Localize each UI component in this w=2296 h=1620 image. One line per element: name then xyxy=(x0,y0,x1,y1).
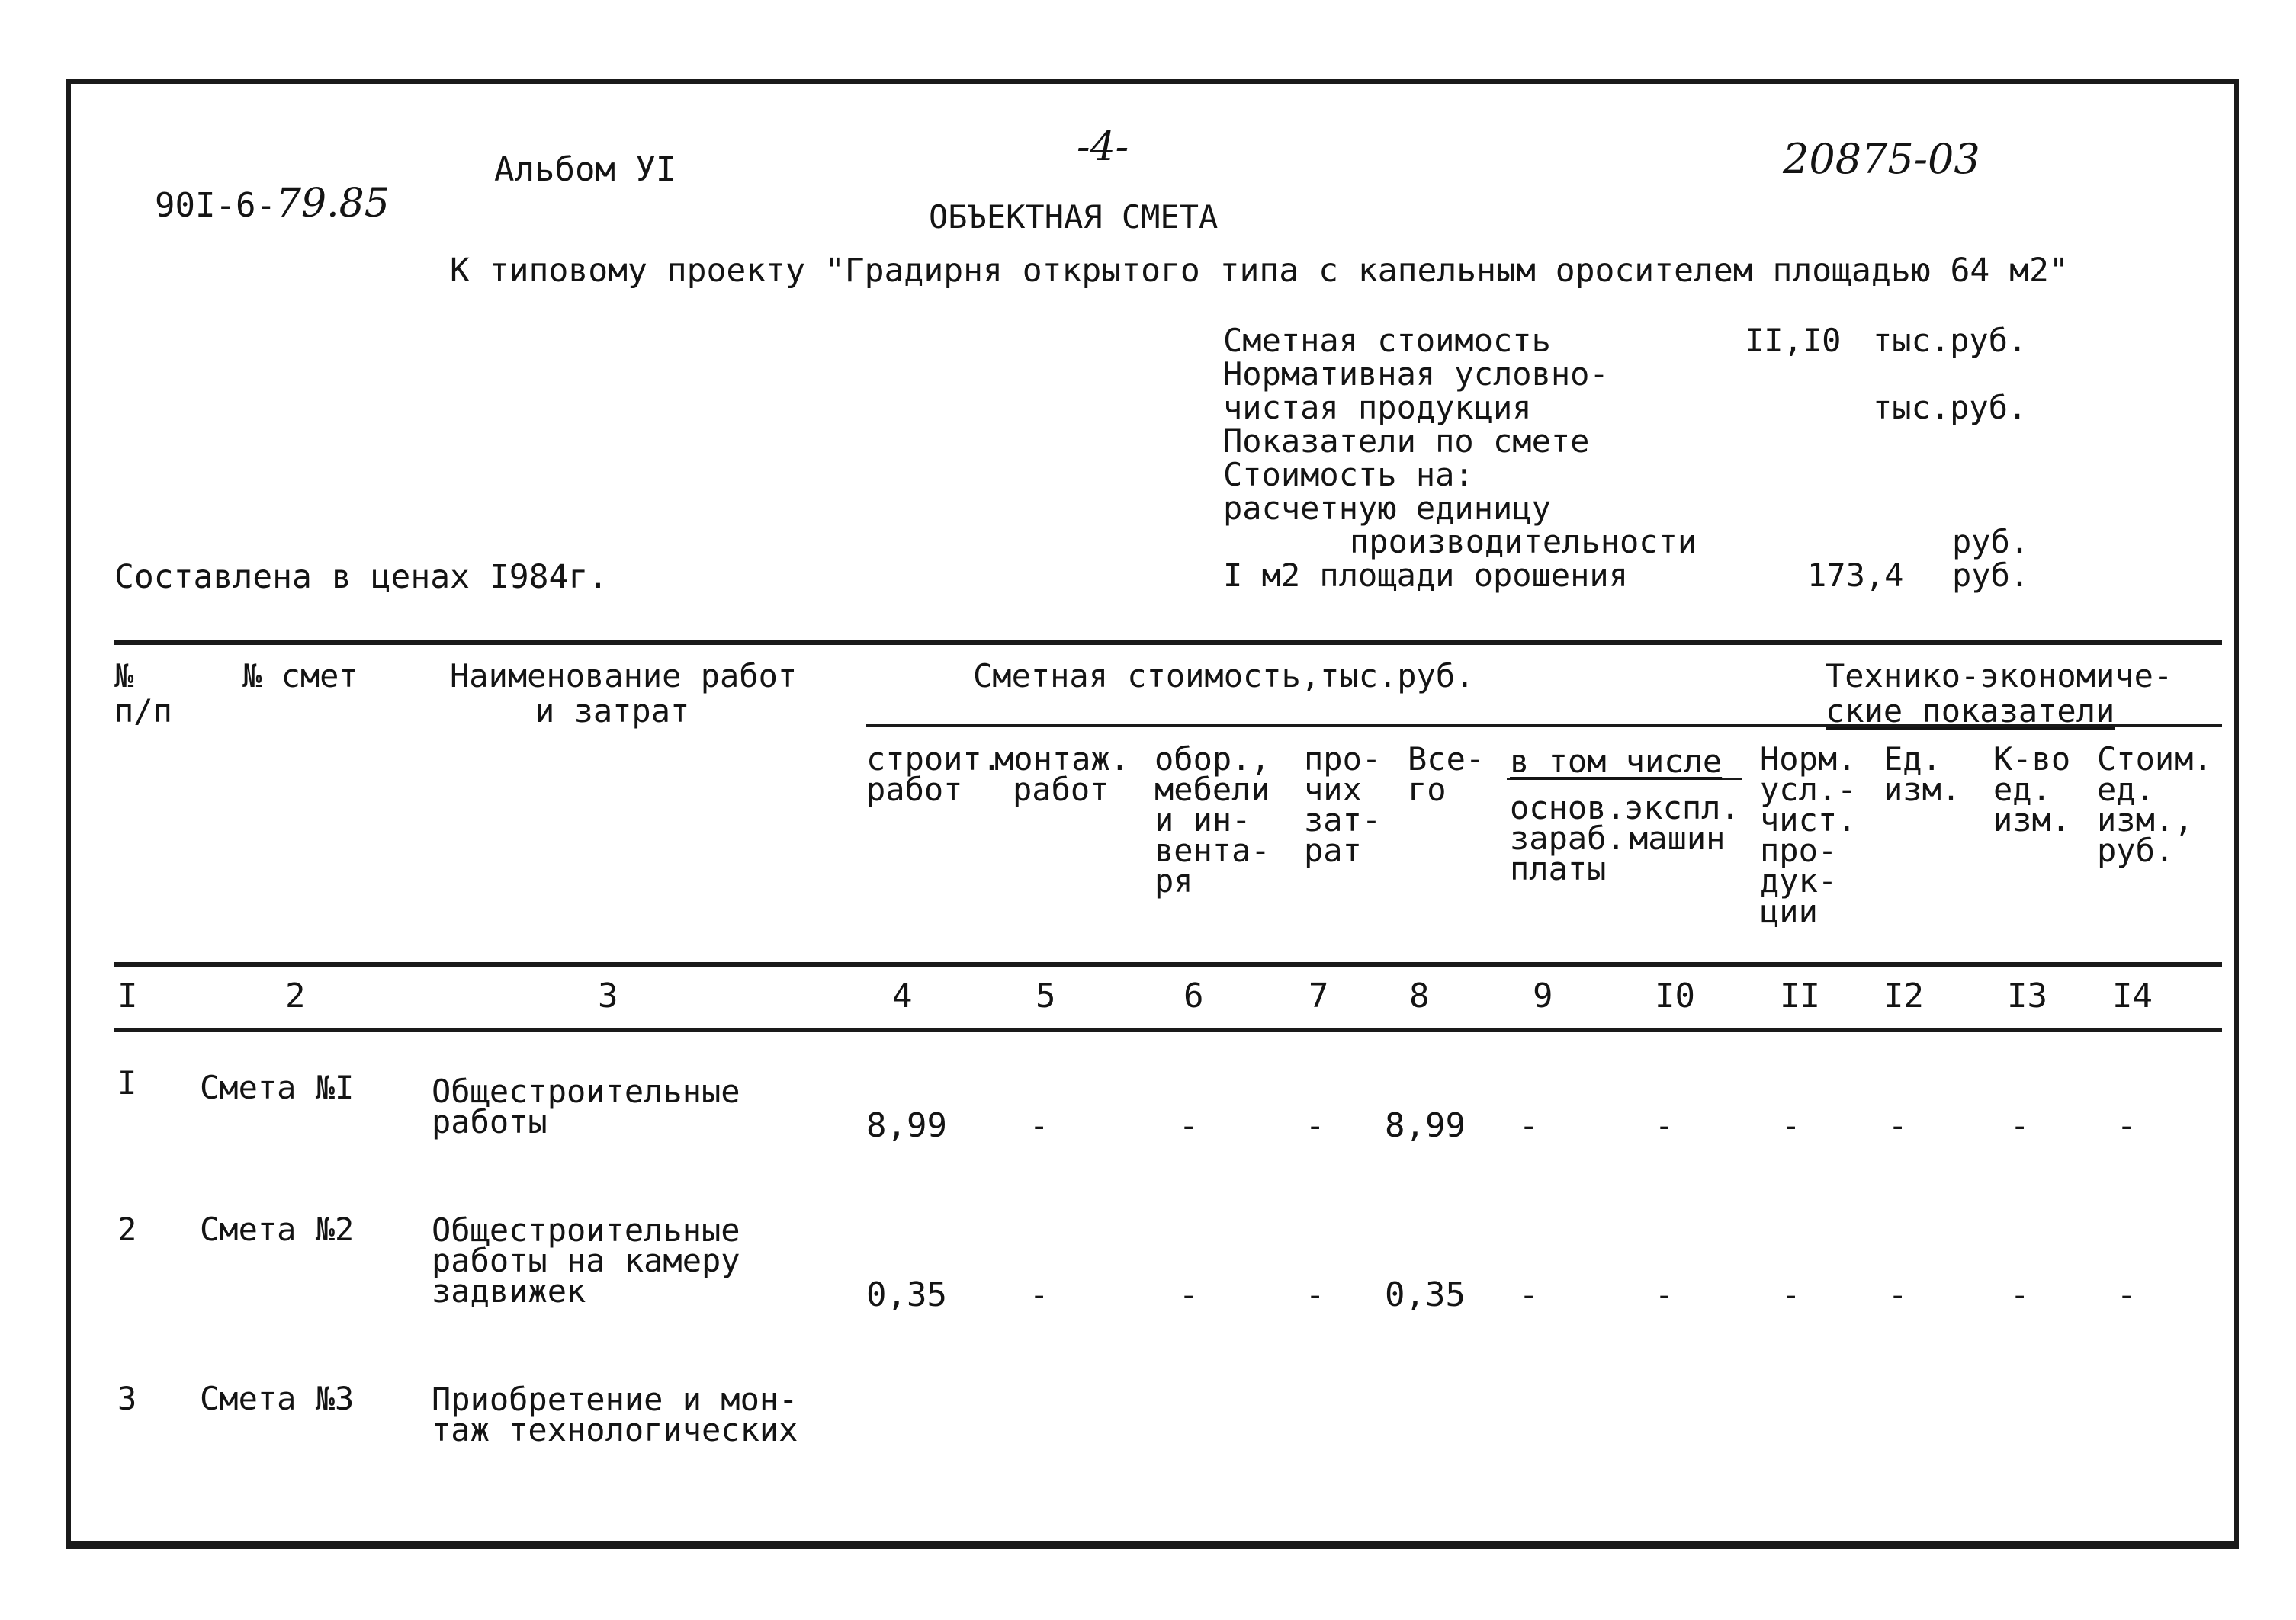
col4-header: строит. работ xyxy=(866,740,1002,808)
project-code-handwritten: 79.85 xyxy=(275,181,390,226)
row-number: I xyxy=(117,1064,137,1102)
estimated-cost-value: II,I0 xyxy=(1745,322,1842,359)
project-code-printed: 90I-6- xyxy=(154,186,276,225)
prices-note: Составлена в ценах I984г. xyxy=(114,558,609,596)
summary-line: Нормативная условно- xyxy=(1223,355,1609,393)
col11-header: Норм. усл.- чист. про- дук- ции xyxy=(1760,740,1857,930)
tech-group-header: Технико-экономиче- ские показатели xyxy=(1826,657,2173,730)
col8-header: Все- го xyxy=(1408,740,1485,808)
cell-unit-cost: - xyxy=(2117,1276,2137,1314)
cell-equipment: - xyxy=(1179,1107,1199,1144)
cell-unit: - xyxy=(1888,1107,1908,1144)
summary-line: производительности xyxy=(1350,523,1697,560)
area-cost-unit: руб. xyxy=(1952,557,2030,594)
cost-group-header: Сметная стоимость,тыс.руб. xyxy=(973,657,1475,695)
cell-other: - xyxy=(1305,1107,1325,1144)
summary-line: Показатели по смете xyxy=(1223,422,1590,460)
cell-total: 0,35 xyxy=(1385,1275,1466,1314)
cell-installation: - xyxy=(1029,1276,1049,1314)
cell-unit: - xyxy=(1888,1276,1908,1314)
work-name: Общестроительные работы на камеру задвижек xyxy=(432,1211,740,1310)
performance-unit: руб. xyxy=(1952,523,2030,560)
numbers-bottom-rule xyxy=(114,1028,2222,1032)
column-number: II xyxy=(1780,977,1820,1015)
project-code xyxy=(114,151,390,226)
summary-line: I м2 площади орошения xyxy=(1223,557,1629,594)
column-number: 6 xyxy=(1183,977,1204,1015)
cell-construction: 8,99 xyxy=(866,1106,947,1145)
work-name: Приобретение и мон- таж технологических xyxy=(432,1381,798,1448)
cell-wages: - xyxy=(1519,1276,1539,1314)
estimate-ref: Смета №I xyxy=(200,1069,355,1106)
summary-line: расчетную единицу xyxy=(1223,489,1551,527)
album-label: Альбом УI xyxy=(494,150,676,189)
summary-line: Стоимость на: xyxy=(1223,456,1474,493)
cell-total: 8,99 xyxy=(1385,1106,1466,1145)
column-number: 7 xyxy=(1309,977,1329,1015)
summary-line: чистая продукция xyxy=(1223,389,1532,426)
column-number: 2 xyxy=(285,977,306,1015)
area-cost-value: 173,4 xyxy=(1807,557,1904,594)
column-number: 4 xyxy=(892,977,913,1015)
col14-header: Стоим. ед. изм., руб. xyxy=(2097,740,2213,869)
row-number: 3 xyxy=(117,1380,137,1417)
col3-header: Наименование работ и затрат xyxy=(450,657,798,730)
col6-header: обор., мебели и ин- вента- ря xyxy=(1154,740,1270,900)
col13-header: К-во ед. изм. xyxy=(1993,740,2071,839)
page-frame xyxy=(66,79,2239,1549)
estimate-ref: Смета №3 xyxy=(200,1380,355,1417)
col7-header: про- чих зат- рат xyxy=(1304,740,1382,869)
cell-net-product: - xyxy=(1781,1107,1801,1144)
page-number: -4- xyxy=(1077,124,1129,170)
column-number: 3 xyxy=(598,977,618,1015)
column-number: I3 xyxy=(2007,977,2047,1015)
document-title: ОБЪЕКТНАЯ СМЕТА xyxy=(929,198,1219,236)
column-number: 8 xyxy=(1409,977,1430,1015)
cell-installation: - xyxy=(1029,1107,1049,1144)
document-number: 20875-03 xyxy=(1783,135,1980,183)
net-product-unit: тыс.руб. xyxy=(1873,389,2028,426)
row-number: 2 xyxy=(117,1211,137,1248)
work-name: Общестроительные работы xyxy=(432,1073,740,1140)
col12-header: Ед. изм. xyxy=(1883,740,1961,808)
cell-other: - xyxy=(1305,1276,1325,1314)
column-number: I2 xyxy=(1883,977,1924,1015)
column-number: 5 xyxy=(1036,977,1056,1015)
summary-line: Сметная стоимость xyxy=(1223,322,1551,359)
cell-construction: 0,35 xyxy=(866,1275,947,1314)
header-bottom-rule xyxy=(114,962,2222,967)
cell-quantity: - xyxy=(2010,1107,2030,1144)
col1-header: № п/п xyxy=(114,657,172,730)
cell-equipment: - xyxy=(1179,1276,1199,1314)
estimated-cost-unit: тыс.руб. xyxy=(1873,322,2028,359)
col9-header: основ. зараб. платы xyxy=(1510,789,1626,887)
column-number: I xyxy=(117,977,138,1015)
estimate-ref: Смета №2 xyxy=(200,1211,355,1248)
column-number: 9 xyxy=(1533,977,1553,1015)
document-subtitle: К типовому проекту "Градирня открытого типа с капельным оросителем площадью 64 м2" xyxy=(450,252,2069,290)
cell-machines: - xyxy=(1655,1276,1675,1314)
col5-header: монтаж. работ xyxy=(994,740,1130,808)
table-top-rule xyxy=(114,640,2222,645)
cell-quantity: - xyxy=(2010,1276,2030,1314)
cell-machines: - xyxy=(1655,1107,1675,1144)
cell-net-product: - xyxy=(1781,1276,1801,1314)
column-number: I4 xyxy=(2112,977,2153,1015)
column-number: I0 xyxy=(1655,977,1695,1015)
cell-wages: - xyxy=(1519,1107,1539,1144)
col10-header: экспл. машин xyxy=(1624,789,1740,857)
col2-header: № смет xyxy=(242,657,358,695)
incl-group-header: в том числе xyxy=(1510,743,1723,780)
cell-unit-cost: - xyxy=(2117,1107,2137,1144)
